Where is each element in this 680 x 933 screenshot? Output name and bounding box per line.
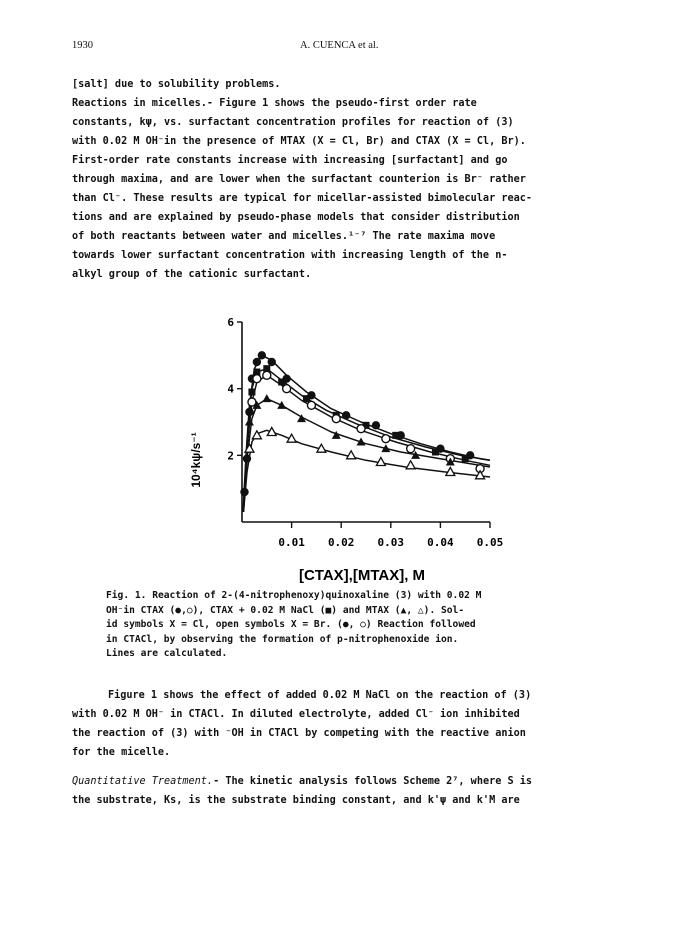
calculated-curve [244, 369, 491, 512]
caption-line: Fig. 1. Reaction of 2-(4-nitrophenoxy)quinoxaline (3) with 0.02 M [106, 590, 482, 601]
data-point-filled-circle [372, 421, 380, 429]
paragraph-2 [72, 686, 612, 762]
data-point-filled-circle [240, 488, 248, 496]
page-number: 1930 [72, 40, 93, 51]
data-point-open-triangle [376, 458, 385, 466]
data-point-filled-square [392, 432, 399, 439]
text-fragment: - The kinetic analysis follows Scheme 2⁷, where S is [213, 776, 533, 787]
x-tick-label: 0.04 [427, 536, 454, 549]
data-points [240, 351, 484, 496]
data-point-filled-circle [342, 411, 350, 419]
data-point-filled-triangle [277, 401, 286, 409]
data-point-filled-circle [253, 358, 261, 366]
text-line: alkyl group of the cationic surfactant. [72, 269, 312, 280]
data-point-open-circle [407, 445, 415, 453]
rate-constant-chart [170, 318, 530, 588]
text-line: Figure 1 shows the effect of added 0.02 M NaCl on the reaction of (3) [108, 690, 532, 701]
caption-line: in CTACl, by observing the formation of p-nitrophenoxide ion. [106, 633, 459, 645]
data-point-filled-circle [258, 351, 266, 359]
text-line: than Cl⁻. These results are typical for micellar-assisted bimolecular reac- [72, 193, 533, 204]
caption-line: id symbols X = Cl, open symbols X = Br. (●, ○) Reaction followed [106, 619, 476, 630]
text-line: constants, kψ, vs. surfactant concentration profiles for reaction of (3) [72, 117, 514, 128]
data-point-open-circle [357, 425, 365, 433]
text-line: First-order rate constants increase with increasing [surfactant] and go [72, 155, 508, 166]
running-head: A. CUENCA et al. [300, 40, 379, 51]
paragraph-3 [72, 772, 612, 810]
text-line: with 0.02 M OH⁻in the presence of MTAX (X = Cl, Br) and CTAX (X = Cl, Br). [72, 136, 526, 147]
y-tick-label: 2 [227, 449, 234, 463]
data-point-filled-square [248, 389, 255, 396]
x-tick-label: 0.02 [327, 536, 355, 549]
text-line [72, 772, 612, 791]
text-line: [salt] due to solubility problems. [72, 79, 281, 90]
x-tick-label: 0.05 [476, 536, 504, 549]
data-point-open-circle [332, 415, 340, 423]
y-tick-label: 6 [227, 318, 234, 329]
text-line: the substrate, Ks, is the substrate binding constant, and k'ψ and k'M are [72, 795, 520, 806]
y-axis-label: 10⁴kψ/s⁻¹ [189, 432, 203, 488]
x-axis-label: [CTAX],[MTAX], M [298, 567, 426, 584]
paragraph-1 [72, 75, 612, 284]
x-tick-label: 0.01 [278, 536, 305, 549]
text-line: towards lower surfactant concentration with increasing length of the n- [72, 250, 508, 261]
x-tick-label: 0.03 [377, 536, 405, 549]
section-heading: Quantitative Treatment. [72, 776, 214, 787]
y-tick-label: 4 [227, 382, 234, 396]
caption-line: OH⁻in CTAX (●,○), CTAX + 0.02 M NaCl (■) and MTAX (▲, △). Sol- [106, 604, 465, 616]
data-point-open-circle [307, 401, 315, 409]
data-point-filled-square [278, 379, 285, 386]
data-point-open-circle [283, 385, 291, 393]
data-point-filled-triangle [262, 394, 271, 402]
text-line: with 0.02 M OH⁻ in CTACl. In diluted electrolyte, added Cl⁻ ion inhibited [72, 709, 520, 720]
data-point-filled-square [303, 395, 310, 402]
text-line: Reactions in micelles.- Figure 1 shows the pseudo-first order rate [72, 98, 477, 109]
data-point-filled-square [432, 449, 439, 456]
data-point-open-triangle [406, 461, 415, 469]
data-point-open-triangle [347, 451, 356, 459]
figure-caption [106, 589, 576, 662]
caption-line: Lines are calculated. [106, 648, 228, 659]
data-point-open-circle [253, 375, 261, 383]
data-point-filled-square [462, 455, 469, 462]
data-point-filled-circle [243, 454, 251, 462]
data-point-filled-circle [245, 408, 253, 416]
text-line: for the micelle. [72, 747, 171, 758]
data-point-open-circle [263, 371, 271, 379]
data-point-filled-circle [268, 358, 276, 366]
text-line: of both reactants between water and micelles.¹⁻⁷ The rate maxima move [72, 231, 496, 242]
data-point-open-circle [382, 435, 390, 443]
text-line: the reaction of (3) with ⁻OH in CTACl by competing with the reactive anion [72, 728, 526, 739]
text-line: tions and are explained by pseudo-phase models that consider distribution [72, 212, 520, 223]
text-line: through maxima, and are lower when the surfactant counterion is Br⁻ rather [72, 174, 526, 185]
